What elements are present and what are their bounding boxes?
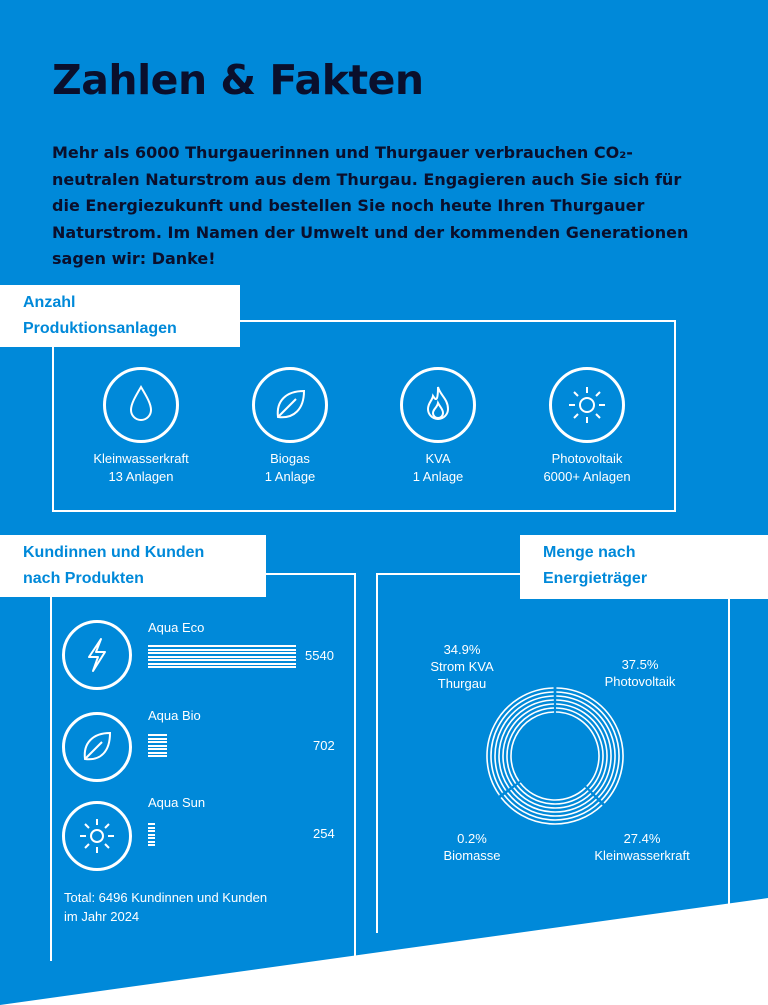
product-bar-line (148, 659, 296, 661)
flame-icon (400, 367, 476, 443)
energy-label-kleinwasserkraft (580, 830, 704, 864)
energy-percent: 34.9% (443, 642, 481, 657)
energy-percent: 0.2% (457, 831, 487, 846)
plants-heading-line1: Anzahl (23, 294, 76, 311)
total-line2: im Jahr 2024 (64, 909, 140, 924)
lightning-icon (62, 620, 132, 690)
product-name-aqua-bio: Aqua Bio (148, 708, 201, 723)
sun-icon (549, 367, 625, 443)
water-drop-icon (103, 367, 179, 443)
product-bar-line (148, 645, 296, 647)
energy-label-kva (412, 641, 512, 692)
leaf-icon (62, 712, 132, 782)
plants-heading-line2: Produktionsanlagen (23, 320, 177, 337)
leaf-icon (252, 367, 328, 443)
energy-donut-chart (474, 682, 636, 830)
product-value-aqua-bio: 702 (313, 738, 335, 753)
plant-count: 6000+ Anlagen (543, 469, 631, 484)
product-bar-line (148, 745, 167, 747)
product-bar-line (148, 652, 296, 654)
product-bar-line (148, 755, 167, 757)
energy-name: Thurgau (437, 676, 487, 691)
customers-heading (0, 535, 266, 597)
product-bar-line (148, 844, 155, 846)
product-bar-line (148, 748, 167, 750)
energy-heading-line2: Energieträger (543, 570, 648, 587)
plant-label-kva (363, 450, 513, 486)
plant-count: 1 Anlage (264, 469, 316, 484)
page-title: Zahlen & Fakten (52, 56, 424, 104)
product-bar-line (148, 656, 296, 658)
total-line1: Total: 6496 Kundinnen und Kunden (64, 890, 268, 905)
energy-percent: 37.5% (621, 657, 659, 672)
donut-segment-strom-kva (511, 712, 554, 781)
product-bar-line (148, 741, 167, 743)
plant-name: Biogas (270, 451, 310, 466)
plants-heading (0, 285, 240, 347)
donut-segment-photovoltaik (556, 704, 607, 792)
product-value-aqua-sun: 254 (313, 826, 335, 841)
plant-label-kleinwasserkraft (66, 450, 216, 486)
energy-label-photovoltaik (590, 656, 690, 690)
product-bar-line (148, 827, 155, 829)
energy-label-biomasse (422, 830, 522, 864)
product-name-aqua-eco: Aqua Eco (148, 620, 205, 635)
product-bar-line (148, 738, 167, 740)
energy-percent: 27.4% (623, 831, 661, 846)
plant-name: KVA (425, 451, 451, 466)
energy-name: Biomasse (443, 848, 501, 863)
product-bar-line (148, 841, 155, 843)
plant-count: 13 Anlagen (108, 469, 174, 484)
energy-name: Strom KVA (430, 659, 494, 674)
product-bar-line (148, 752, 167, 754)
energy-name: Kleinwasserkraft (594, 848, 690, 863)
plant-name: Kleinwasserkraft (93, 451, 189, 466)
plant-label-biogas (215, 450, 365, 486)
product-bar-line (148, 666, 296, 668)
product-name-aqua-sun: Aqua Sun (148, 795, 206, 810)
intro-text: Mehr als 6000 Thurgauerinnen und Thurgauer verbrauchen CO₂-neutralen Naturstrom aus dem Thurgau. Engagieren auch Sie sich für die Energiezukunft und bestellen Sie noch heute Ihren Thurgauer Naturstrom. Im Namen der Umwelt und der kommenden Generationen sagen wir: Danke! (52, 143, 689, 268)
plant-name: Photovoltaik (551, 451, 623, 466)
sun-icon (62, 801, 132, 871)
product-bar-line (148, 649, 296, 651)
product-value-aqua-eco: 5540 (305, 648, 334, 663)
customers-heading-line2: nach Produkten (23, 570, 144, 587)
product-bar-line (148, 837, 155, 839)
product-bar-line (148, 834, 155, 836)
plant-label-photovoltaik (512, 450, 662, 486)
customers-heading-line1: Kundinnen und Kunden (23, 544, 205, 561)
energy-heading (520, 535, 768, 599)
product-bar-line (148, 663, 296, 665)
customers-total (64, 888, 324, 926)
product-bar-line (148, 734, 167, 736)
product-bar-line (148, 830, 155, 832)
energy-name: Photovoltaik (604, 674, 676, 689)
donut-segment-photovoltaik (556, 712, 599, 786)
product-bar-line (148, 823, 155, 825)
plant-count: 1 Anlage (412, 469, 464, 484)
energy-heading-line1: Menge nach (543, 544, 636, 561)
